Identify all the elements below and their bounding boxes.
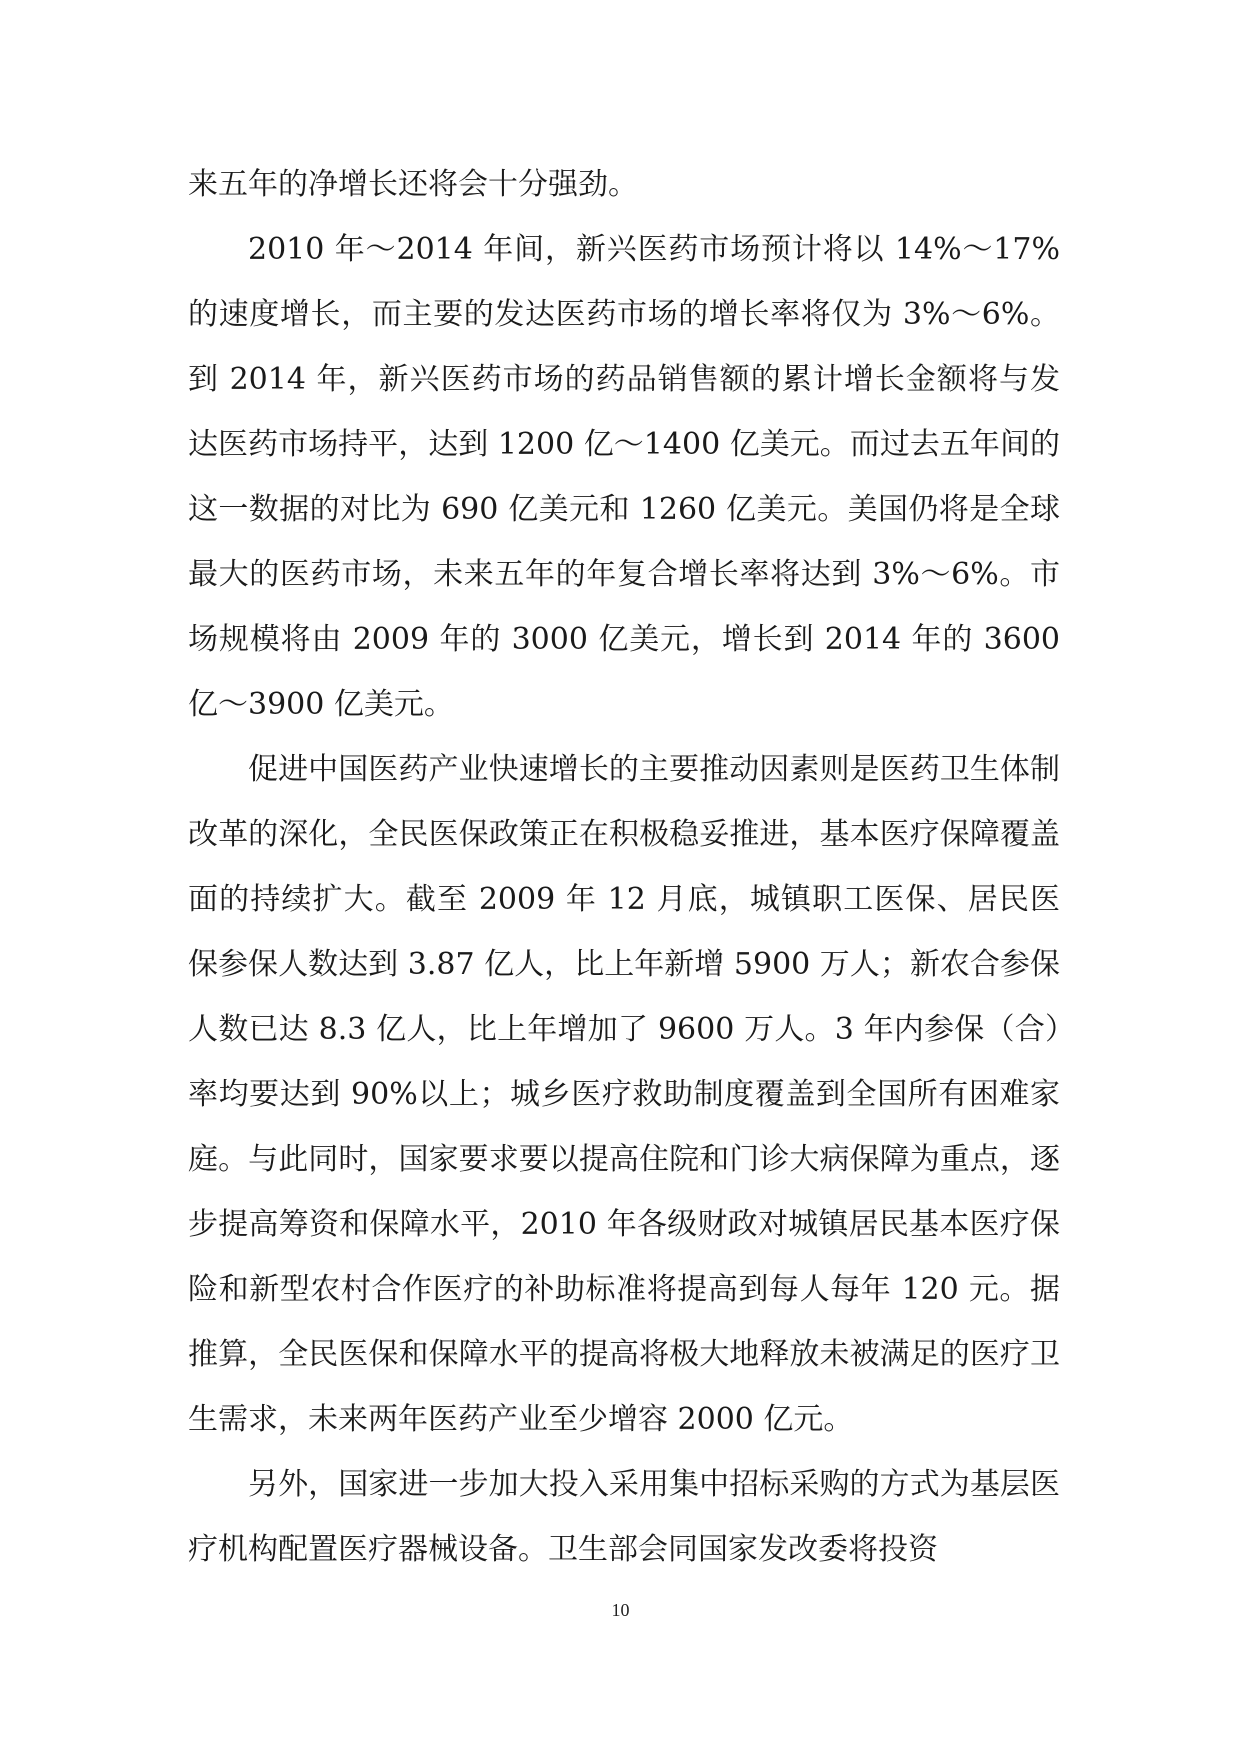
page-number: 10 — [611, 1600, 630, 1620]
paragraph-2: 2010 年～2014 年间，新兴医药市场预计将以 14%～17%的速度增长，而主要的发达医药市场的增长率将仅为 3%～6%。到 2014 年，新兴医药市场的药品销售额的累计增长金额将与发达医药市场持平，达到 1200 亿～1400 亿美元。而过去五年间的这一数据的对比为 690 亿美元和 1260 亿美元。美国仍将是全球最大的医药市场，未来五年的年复合增长率将达到 3%～6%。市场规模将由 2009 年的 3000 亿美元，增长到 2014 年的 3600 亿～3900 亿美元。 — [188, 232, 1060, 722]
body-text — [188, 152, 1060, 1582]
paragraph-3: 促进中国医药产业快速增长的主要推动因素则是医药卫生体制改革的深化，全民医保政策正在积极稳妥推进，基本医疗保障覆盖面的持续扩大。截至 2009 年 12 月底，城镇职工医保、居民医保参保人数达到 3.87 亿人，比上年新增 5900 万人；新农合参保人数已达 8.3 亿人，比上年增加了 9600 万人。3 年内参保（合）率均要达到 90%以上；城乡医疗救助制度覆盖到全国所有困难家庭。与此同时，国家要求要以提高住院和门诊大病保障为重点，逐步提高筹资和保障水平，2010 年各级财政对城镇居民基本医疗保险和新型农村合作医疗的补助标准将提高到每人每年 120 元。据推算，全民医保和保障水平的提高将极大地释放未被满足的医疗卫生需求，未来两年医药产业至少增容 2000 亿元。 — [188, 752, 1060, 1437]
paragraph-1: 来五年的净增长还将会十分强劲。 — [188, 167, 638, 202]
paragraph-4: 另外，国家进一步加大投入采用集中招标采购的方式为基层医疗机构配置医疗器械设备。卫生部会同国家发改委将投资 — [188, 1467, 1060, 1567]
